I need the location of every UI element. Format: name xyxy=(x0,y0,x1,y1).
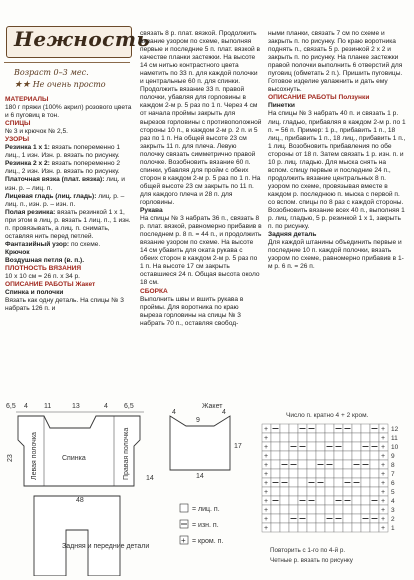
chart-cell xyxy=(343,523,352,532)
chart-cell xyxy=(370,505,379,514)
chart-cell xyxy=(334,523,343,532)
chart-cell xyxy=(352,424,361,433)
chart-cell xyxy=(325,433,334,442)
chart-cell xyxy=(307,487,316,496)
chart-cell xyxy=(307,514,316,523)
sleeve-schematic xyxy=(156,400,246,480)
chart-cell xyxy=(334,433,343,442)
jacket-schematic xyxy=(4,400,154,576)
subheading: Рукава xyxy=(140,207,163,215)
row-number: 11 xyxy=(391,435,398,442)
chart-cell xyxy=(316,496,325,505)
edge-stitch-mark: + xyxy=(264,489,269,496)
chart-cell xyxy=(370,469,379,478)
dim-label: 23 xyxy=(7,454,14,462)
chart-cell xyxy=(334,460,343,469)
chart-cell xyxy=(298,505,307,514)
dim-label: 14 xyxy=(196,473,204,480)
row-number: 4 xyxy=(391,498,395,505)
row-number: 5 xyxy=(391,489,395,496)
chart-cell xyxy=(370,451,379,460)
repeat-caption: Повторить с 1-го по 4-й р. xyxy=(270,547,346,554)
chart-cell xyxy=(343,469,352,478)
chart-cell xyxy=(325,478,334,487)
chart-cell xyxy=(289,424,298,433)
chart-cell xyxy=(334,451,343,460)
chart-cell xyxy=(316,523,325,532)
chart-cell xyxy=(325,505,334,514)
chart-cell xyxy=(271,451,280,460)
chart-cell xyxy=(307,523,316,532)
chart-cell xyxy=(280,514,289,523)
paragraph: На спицы № 3 набрать 40 п. и связать 1 р. лиц. гладью, прибавляя в каждом 2-м р. по 1 п. = 56 п. Пример: 1 р., прибавить 1 п., 18 лиц., прибавить 1 п., 18 лиц., прибавить 1 п., 1 лиц. Возобновить прибавления по обе стороны от 18 п. Затем связать 1 р. изн. п. и 10 р. лиц. гладью. Для мыска снять на вспом. спицу первые и последние 24 п., продолжить вязание центральных 8 п. узором по схеме, провязывая вместе в каждом р. последнюю п. мыска с первой п. со вспом. спицы по 8 раз с каждой стороны. Возобновить вязание всех 40 п., выполняя 1 р. лиц. гладью, 5 р. резинкой 1 х 1, закрыть п. по рисунку. xyxy=(268,110,406,231)
chart-cell xyxy=(325,469,334,478)
chart-cell xyxy=(289,523,298,532)
edge-stitch-mark: + xyxy=(381,498,386,505)
column-1 xyxy=(5,96,135,313)
edge-stitch-mark: + xyxy=(381,462,386,469)
edge-stitch-mark: + xyxy=(264,498,269,505)
back-label: Спинка xyxy=(62,455,86,462)
rows-caption: Четные р. вязать по рисунку xyxy=(270,557,353,564)
edge-stitch-mark: + xyxy=(381,480,386,487)
chart-cell xyxy=(343,505,352,514)
legend-face: = лиц. п. xyxy=(192,506,220,513)
edge-stitch-mark: + xyxy=(381,435,386,442)
chart-cell xyxy=(280,433,289,442)
edge-stitch-mark: + xyxy=(381,444,386,451)
chart-cell xyxy=(289,505,298,514)
chart-cell xyxy=(298,451,307,460)
paragraph: Полая резинка: вязать резинкой 1 х 1, при этом в лиц. р. вязать 1 лиц. п., 1 изн. п. провязывать, а лиц. п. снимать, оставляя нить перед петлей. xyxy=(5,208,131,240)
age-label: Возраст 0–3 мес. xyxy=(14,68,89,77)
chart-cell xyxy=(298,433,307,442)
stitch-chart xyxy=(258,420,408,540)
chart-cell xyxy=(271,523,280,532)
chart-cell xyxy=(280,523,289,532)
chart-cell xyxy=(280,424,289,433)
chart-cell xyxy=(352,487,361,496)
chart-cell xyxy=(298,523,307,532)
chart-cell xyxy=(289,478,298,487)
chart-cell xyxy=(325,496,334,505)
subheading: Пинетки xyxy=(268,102,295,110)
dim-label: 11 xyxy=(44,403,52,410)
chart-cell xyxy=(343,451,352,460)
chart-cell xyxy=(280,469,289,478)
edge-stitch-mark: + xyxy=(264,426,269,433)
paragraph: Крючок xyxy=(5,248,30,256)
paragraph: Платочная вязка (плат. вязка): лиц. и изн. р. – лиц. п. xyxy=(5,176,125,192)
chart-cell xyxy=(280,442,289,451)
left-front-label: Левая полочка xyxy=(31,432,38,480)
chart-cell xyxy=(325,523,334,532)
chart-cell xyxy=(316,451,325,460)
right-front-label: Правая полочка xyxy=(123,427,130,480)
edge-stitch-mark: + xyxy=(264,525,269,532)
chart-cell xyxy=(334,487,343,496)
dim-label: 14 xyxy=(146,475,154,482)
jacket-label: Жакет xyxy=(202,403,223,410)
column-3 xyxy=(268,30,408,271)
chart-cell xyxy=(343,442,352,451)
subheading: Задняя деталь xyxy=(268,231,317,239)
chart-cell xyxy=(307,442,316,451)
row-number: 6 xyxy=(391,480,395,487)
section-heading: ОПИСАНИЕ РАБОТЫ Жакет xyxy=(5,281,96,289)
paragraph: Воздушная петля (в. п.). xyxy=(5,256,85,264)
chart-cell xyxy=(271,442,280,451)
chart-cell xyxy=(307,433,316,442)
chart-cell xyxy=(298,478,307,487)
paragraph: На спицы № 3 набрать 36 п., связать 8 р. плат. вязкой, равномерно прибавив в последнем р. 8 п. = 44 п., и продолжить вязание узором по схеме. На высоте 14 см убавить для оката рукава с обеих сторон в каждом 2-м р. 5 раз по 1 п. На высоте 17 см закрыть оставшиеся 24 п. Общая высота около 18 см. xyxy=(140,215,262,287)
dim-label: 9 xyxy=(196,417,200,424)
chart-cell xyxy=(307,469,316,478)
chart-cell xyxy=(289,433,298,442)
chart-cell xyxy=(352,451,361,460)
dim-label: 6,5 xyxy=(6,403,16,410)
chart-cell xyxy=(316,442,325,451)
edge-stitch-mark: + xyxy=(381,471,386,478)
chart-cell xyxy=(271,487,280,496)
chart-cell xyxy=(343,514,352,523)
chart-cell xyxy=(289,496,298,505)
dim-label: 4 xyxy=(24,403,28,410)
chart-cell xyxy=(280,496,289,505)
chart-cell xyxy=(361,469,370,478)
edge-stitch-mark: + xyxy=(264,435,269,442)
legend xyxy=(176,500,256,556)
chart-cell xyxy=(271,460,280,469)
chart-cell xyxy=(352,505,361,514)
dim-label: 13 xyxy=(72,403,80,410)
section-heading: МАТЕРИАЛЫ xyxy=(5,96,49,103)
edge-stitch-mark: + xyxy=(381,489,386,496)
logo-title: Нежность xyxy=(14,27,151,51)
chart-cell xyxy=(316,514,325,523)
chart-cell xyxy=(361,487,370,496)
chart-cell xyxy=(280,505,289,514)
section-heading: СБОРКА xyxy=(140,287,168,295)
chart-cell xyxy=(271,505,280,514)
chart-cell xyxy=(370,487,379,496)
chart-cell xyxy=(361,424,370,433)
chart-cell xyxy=(361,496,370,505)
chart-cell xyxy=(316,505,325,514)
chart-cell xyxy=(307,460,316,469)
chart-cell xyxy=(325,451,334,460)
chart-cell xyxy=(316,424,325,433)
row-number: 9 xyxy=(391,453,395,460)
paragraph: Фантазийный узор: по схеме. xyxy=(5,240,101,248)
legend-purl: = изн. п. xyxy=(192,522,219,529)
row-number: 1 xyxy=(391,525,395,532)
section-heading: СПИЦЫ xyxy=(5,120,31,128)
chart-cell xyxy=(325,424,334,433)
chart-cell xyxy=(298,487,307,496)
chart-cell xyxy=(343,433,352,442)
edge-stitch-mark: + xyxy=(381,453,386,460)
chart-cell xyxy=(343,487,352,496)
chart-cell xyxy=(307,451,316,460)
row-number: 2 xyxy=(391,516,395,523)
difficulty-label: ★★ Не очень просто xyxy=(14,80,106,90)
section-heading: ОПИСАНИЕ РАБОТЫ Ползунки xyxy=(268,94,370,102)
divider xyxy=(4,62,130,63)
chart-cell xyxy=(370,433,379,442)
dim-label: 4 xyxy=(104,403,108,410)
row-number: 12 xyxy=(391,426,399,433)
chart-cell xyxy=(352,442,361,451)
section-heading: ПЛОТНОСТЬ ВЯЗАНИЯ xyxy=(5,264,82,272)
row-number: 8 xyxy=(391,462,395,469)
section-heading: УЗОРЫ xyxy=(5,136,30,144)
chart-cell xyxy=(361,433,370,442)
paragraph: Резинка 1 х 1: вязать попеременно 1 лиц., 1 изн. Изн. р. вязать по рисунку. xyxy=(5,144,121,160)
edge-stitch-mark: + xyxy=(264,516,269,523)
paragraph: Вязать как одну деталь. На спицы № 3 набрать 126 п. и xyxy=(5,297,124,313)
chart-cell xyxy=(334,478,343,487)
dim-label: 6,5 xyxy=(124,403,134,410)
paragraph: № 3 и крючок № 2,5. xyxy=(5,128,68,136)
rear-label: Задняя и передние детали xyxy=(62,543,150,550)
edge-stitch-mark: + xyxy=(381,507,386,514)
paragraph: Для каждой штанины объединить первые и последние 10 п. каждой полочки, вязать узором по схеме, равномерно прибавив в 1-м р. 6 п. = 26 п. xyxy=(268,239,404,271)
column-2 xyxy=(140,30,262,328)
chart-cell xyxy=(271,469,280,478)
chart-cell xyxy=(334,505,343,514)
chart-cell xyxy=(280,451,289,460)
paragraph: связать 8 р. плат. вязкой. Продолжить вязание узором по схеме, выполняя первые и последние 5 п. плат. вязкой в качестве планки застежки. На высоте 14 см нитью контрастного цвета наметить по 33 п. для каждой полочки и центральные 60 п. для спинки. Продолжить вязание 33 п. правой полочки, убавляя для горловины в каждом 2-м р. 5 раз по 1 п. Через 4 см от начала проймы закрыть для вырезов горловины с противоположной стороны 10 п., в каждом 2-м р. 2 п. и 5 раз по 1 п. На общей высоте 23 см закрыть 11 п. для плеча. Левую полочку связать симметрично правой полочке. Возобновить вязание 60 п. спинки, убавляя для пройм с обеих сторон в каждом 2-м р. 5 раз по 1 п. На общей высоте 23 см закрыть по 11 п. для каждого плеча и 28 п. для горловины. xyxy=(140,30,262,206)
chart-cell xyxy=(352,433,361,442)
chart-cell xyxy=(316,487,325,496)
edge-stitch-mark: + xyxy=(381,516,386,523)
chart-cell xyxy=(289,487,298,496)
row-number: 7 xyxy=(391,471,395,478)
chart-cell xyxy=(307,505,316,514)
chart-cell xyxy=(361,478,370,487)
chart-cell xyxy=(370,460,379,469)
edge-stitch-mark: + xyxy=(381,426,386,433)
chart-cell xyxy=(343,460,352,469)
row-number: 3 xyxy=(391,507,395,514)
paragraph: ными планки, связать 7 см по схеме и закрыть п. по рисунку. По краю воротника поднять п., связать 5 р. резинкой 2 х 2 и закрыть п. по рисунку. На планке застежки правой полочки выполнить 6 отверстий для пуговиц (обметать 2 п.). Пришить пуговицы. Готовое изделие увлажнить и дать ему высохнуть. xyxy=(268,30,403,94)
chart-cell xyxy=(352,496,361,505)
paragraph: 10 х 10 см = 26 п. х 34 р. xyxy=(5,273,81,281)
chart-cell xyxy=(334,469,343,478)
chart-cell xyxy=(361,523,370,532)
chart-cell xyxy=(271,514,280,523)
dim-label: 4 xyxy=(222,409,226,416)
chart-cell xyxy=(370,523,379,532)
dim-label: 17 xyxy=(234,443,242,450)
chart-cell xyxy=(352,523,361,532)
chart-cell xyxy=(280,487,289,496)
chart-cell xyxy=(361,451,370,460)
legend-edge: = кром. п. xyxy=(192,538,224,545)
subheading: Спинка и полочки xyxy=(5,289,64,297)
chart-cell xyxy=(289,469,298,478)
paragraph: Лицевая гладь (лиц. гладь): лиц. р. – лиц. п., изн. р. – изн. п. xyxy=(5,192,125,208)
edge-stitch-mark: + xyxy=(264,471,269,478)
edge-stitch-mark: + xyxy=(264,462,269,469)
paragraph: Выполнить швы и вшить рукава в проймы. Для воротника по краю выреза горловины на спицы № 3 набрать 70 п., оставляя свобод- xyxy=(140,295,244,327)
star-icon: ★★ xyxy=(14,80,31,90)
chart-cell xyxy=(298,469,307,478)
chart-cell xyxy=(316,469,325,478)
edge-stitch-mark: + xyxy=(264,453,269,460)
chart-cell xyxy=(370,478,379,487)
chart-cell xyxy=(289,451,298,460)
dim-label: 4 xyxy=(172,409,176,416)
edge-stitch-mark: + xyxy=(264,480,269,487)
chart-cell xyxy=(325,487,334,496)
chart-cell xyxy=(271,433,280,442)
edge-stitch-mark: + xyxy=(264,507,269,514)
chart-cell xyxy=(352,469,361,478)
paragraph: Резинка 2 х 2: вязать попеременно 2 лиц., 2 изн. Изн. р. вязать по рисунку. xyxy=(5,160,121,176)
chart-cell xyxy=(352,514,361,523)
dim-label: 48 xyxy=(76,497,84,504)
chart-cell xyxy=(361,505,370,514)
paragraph: 180 г пряжи (100% акрил) розового цвета и 6 пуговиц в тон. xyxy=(5,104,132,120)
svg-text:+: + xyxy=(181,536,186,545)
row-number: 10 xyxy=(391,444,399,451)
chart-cell xyxy=(316,433,325,442)
edge-stitch-mark: + xyxy=(381,525,386,532)
chart-caption: Число п. кратно 4 + 2 кром. xyxy=(286,412,369,419)
chart-cell xyxy=(298,460,307,469)
edge-stitch-mark: + xyxy=(264,444,269,451)
